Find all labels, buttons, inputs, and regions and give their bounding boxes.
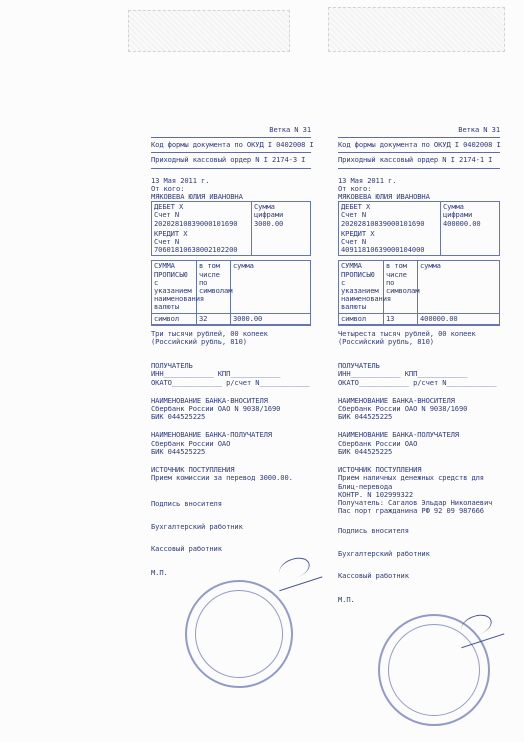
mp-label: М.П. [338, 594, 355, 604]
empty-cell [441, 229, 499, 256]
debit-label: ДЕБЕТ [341, 202, 362, 212]
credit-cell [339, 229, 441, 256]
receiver-bank-line-2: БИК 044525225 [151, 446, 206, 456]
source-text: Прием комиссии за перевод 3000.00. [151, 473, 293, 483]
debit-cell [339, 202, 441, 229]
sender-bank-line-1: Сбербанк России ОАО N 9038/1690 [151, 404, 281, 414]
accounts-table [338, 201, 500, 256]
receiver-bank-title: НАИМЕНОВАНИЕ БАНКА-ПОЛУЧАТЕЛЯ [151, 430, 272, 440]
debit-mark: Х [179, 202, 184, 212]
in-symbols-label: в том числе по символам [384, 261, 418, 313]
amount-words: Три тысячи рублей, 00 копеек (Российский рубль, 810) [151, 328, 268, 347]
account-label: Счет N [154, 210, 180, 220]
form-code-value: 0402008 [463, 140, 493, 150]
mp-label: М.П. [151, 568, 168, 578]
debit-label: ДЕБЕТ [154, 202, 175, 212]
divider [338, 137, 500, 138]
sender-bank-line-2: БИК 044525225 [338, 412, 393, 422]
inn-label: ИНН [338, 369, 351, 379]
inn-kpp-row: ИНН____________ КПП____________ [151, 369, 281, 379]
recipient-label: ПОЛУЧАТЕЛЬ [338, 361, 380, 371]
scan-artifact-top-left [128, 10, 290, 52]
cashier-label: Кассовый работник [338, 570, 409, 580]
form-code-value: 0402008 [276, 140, 306, 150]
cash-order-number: 2174-3 [271, 155, 297, 165]
amount-words: Четыреста тысяч рублей, 00 копеек (Российский рубль, 810) [338, 328, 476, 347]
source-text: Прием наличных денежных средств для Блиц-перевода [338, 473, 484, 491]
credit-mark: Х [183, 228, 188, 238]
kpp-label: КПП [217, 369, 231, 379]
sum-words-label: СУММА ПРОПИСЬЮ с указанием наименования валюты [339, 261, 384, 313]
credit-cell [152, 229, 252, 256]
form-code-row: Код формы документа по ОКУД I 0402008 I [151, 140, 314, 150]
accountant-label: Бухгалтерский работник [151, 521, 243, 531]
divider [338, 152, 500, 153]
sum-words-label: СУММА ПРОПИСЬЮ с указанием наименования валюты [152, 261, 197, 313]
scan-artifact-top-right [328, 7, 505, 52]
sum-label: сумма [418, 261, 499, 313]
credit-account: 40911810639000104000 [341, 245, 425, 255]
okato-label: ОКАТО [151, 377, 172, 387]
symbol-sum: 400000.00 [418, 314, 499, 325]
empty-cell [252, 229, 310, 256]
sender-bank-line-1: Сбербанк России ОАО N 9038/1690 [338, 404, 468, 414]
inn-kpp-row: ИНН____________ КПП____________ [338, 369, 468, 379]
date: 13 Мая 2011 г. [151, 175, 210, 185]
symbol-sum: 3000.00 [231, 314, 310, 325]
rs-label: р/счет N [226, 377, 260, 387]
signature [271, 550, 323, 591]
cash-order-label: Приходный кассовый ордер N [338, 155, 447, 165]
receipt-right [338, 126, 500, 716]
cash-order-row: Приходный кассовый ордер N I 2174-3 I [151, 155, 306, 165]
accountant-label: Бухгалтерский работник [338, 548, 430, 558]
sender-bank-title: НАИМЕНОВАНИЕ БАНКА-ВНОСИТЕЛЯ [151, 395, 268, 405]
control-number: КОНТР. N 102999322 [338, 489, 414, 499]
amount-header: Сумма цифрами [254, 202, 284, 220]
amount-digits: 3000.00 [254, 218, 284, 228]
receiver-text: Получатель: Сагалов Эльдар Николаевич Пас порт гражданина РФ 92 09 987666 [338, 497, 493, 516]
amount-digits-cell [441, 202, 499, 229]
accounts-table [151, 201, 311, 256]
date: 13 Мая 2011 г. [338, 175, 397, 185]
signature [453, 607, 505, 648]
symbol-code: 13 [384, 314, 418, 325]
amount-digits: 400000.00 [443, 218, 481, 228]
sum-label: сумма [231, 261, 310, 313]
in-symbols-label: в том числе по символам [197, 261, 231, 313]
source-title: ИСТОЧНИК ПОСТУПЛЕНИЯ [338, 465, 422, 475]
cash-order-number: 2174-1 [458, 155, 484, 165]
debit-account: 20202810839000101690 [154, 218, 238, 228]
receipt-left [151, 125, 314, 716]
credit-label: КРЕДИТ [154, 228, 180, 238]
account-label: Счет N [341, 210, 367, 220]
receiver-bank-line-1: Сбербанк России ОАО [338, 438, 418, 448]
receiver-bank-line-1: Сбербанк России ОАО [151, 438, 231, 448]
credit-mark: Х [370, 228, 375, 238]
receiver-bank-title: НАИМЕНОВАНИЕ БАНКА-ПОЛУЧАТЕЛЯ [338, 430, 459, 440]
credit-label: КРЕДИТ [341, 228, 367, 238]
okato-row: ОКАТО____________ р/счет N____________ [151, 377, 310, 387]
kpp-label: КПП [404, 369, 418, 379]
okato-row: ОКАТО____________ р/счет N____________ [338, 377, 497, 387]
order-number: Ветка N 31 [269, 125, 311, 134]
account-label: Счет N [154, 237, 180, 247]
depositor-sign-label: Подпись вносителя [338, 526, 409, 536]
cashier-label: Кассовый работник [151, 543, 222, 553]
rs-label: р/счет N [413, 377, 447, 387]
form-code-label: Код формы документа по ОКУД [338, 140, 451, 150]
amount-digits-cell [252, 202, 310, 229]
divider [338, 168, 500, 169]
okato-label: ОКАТО [338, 377, 359, 387]
cash-order-row: Приходный кассовый ордер N I 2174-1 I [338, 155, 493, 165]
depositor-sign-label: Подпись вносителя [151, 498, 222, 508]
form-code-label: Код формы документа по ОКУД [151, 140, 264, 150]
from-label: От кого: [338, 183, 372, 193]
source-title: ИСТОЧНИК ПОСТУПЛЕНИЯ [151, 465, 235, 475]
divider [151, 152, 311, 153]
receiver-bank-line-2: БИК 044525225 [338, 446, 393, 456]
stamp [185, 580, 293, 688]
from-name: МЯКОВЕВА ЮЛИЯ ИВАНОВНА [151, 192, 243, 202]
sender-bank-line-2: БИК 044525225 [151, 412, 206, 422]
symbols-table [338, 260, 500, 325]
order-number: Ветка N 31 [458, 125, 500, 134]
symbol-label: символ [152, 314, 197, 325]
from-label: От кого: [151, 183, 185, 193]
divider [151, 168, 311, 169]
symbols-table [151, 260, 311, 325]
amount-header: Сумма цифрами [443, 202, 473, 220]
symbol-code: 32 [197, 314, 231, 325]
account-label: Счет N [341, 237, 367, 247]
sender-bank-title: НАИМЕНОВАНИЕ БАНКА-ВНОСИТЕЛЯ [338, 395, 455, 405]
divider [151, 137, 311, 138]
debit-cell [152, 202, 252, 229]
inn-label: ИНН [151, 369, 164, 379]
debit-account: 20202810839000101690 [341, 218, 425, 228]
symbol-label: символ [339, 314, 384, 325]
debit-mark: Х [366, 202, 371, 212]
cash-order-label: Приходный кассовый ордер N [151, 155, 260, 165]
from-name: МЯКОВЕВА ЮЛИЯ ИВАНОВНА [338, 192, 430, 202]
form-code-row: Код формы документа по ОКУД I 0402008 I [338, 140, 501, 150]
credit-account: 70601810638002102200 [154, 245, 238, 255]
recipient-label: ПОЛУЧАТЕЛЬ [151, 361, 193, 371]
